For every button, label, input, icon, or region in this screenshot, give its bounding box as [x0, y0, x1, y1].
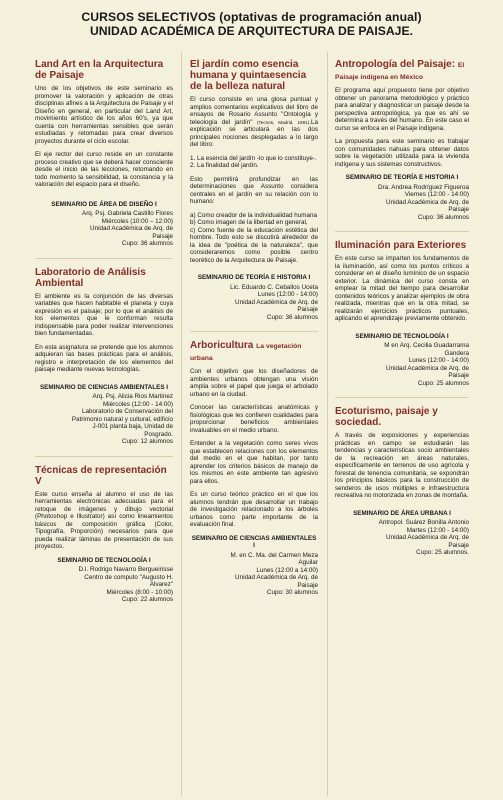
course-list	[190, 212, 318, 265]
course-description	[190, 96, 318, 149]
course-credits	[35, 384, 173, 446]
seminar-name: SEMINARIO DE CIENCIAS AMBIENTALES I	[191, 534, 317, 549]
course-title-text: Antropología del Paisaje:	[335, 59, 456, 70]
section-divider	[35, 258, 173, 259]
list-item: b) Como imagen de la libertad en general,	[190, 219, 308, 226]
section-divider	[335, 231, 469, 232]
course-description-text: .La explicación se articulará en las dos principales nociones desplegadas a lo largo del libro:	[190, 118, 319, 148]
capacity: Cupo: 25 alumnos	[417, 379, 469, 387]
course-subtitle: Paisaje indígena en México	[335, 74, 424, 81]
course-title: Iluminación para Exteriores	[335, 240, 467, 251]
seminar-name: SEMINARIO DE TECNOLOGÍA I	[355, 332, 449, 340]
schedule: Miércoles (10:00 – 12:00)	[101, 217, 173, 225]
capacity: Cupo: 22 alumnos	[121, 596, 173, 603]
location: Paisaje	[448, 372, 469, 379]
location: Paisaje	[297, 581, 318, 589]
capacity: Cupo: 36 alumnos	[417, 213, 469, 221]
schedule: Martes (12:00 - 14:00)	[406, 526, 469, 534]
location: Unidad Académica de Arq. de	[235, 298, 318, 306]
course-credits	[335, 333, 469, 388]
location: Patrimonio natural y cultural, edificio	[71, 415, 173, 423]
location: J-001 planta baja, Unidad de	[92, 423, 173, 430]
location: Paisaje	[152, 232, 173, 240]
course-description-text: El curso consiste en una glosa puntual y amplios comentarios explicativos del libro de ensayos de Rosario Assunto "Ontología y teleología del jardín"	[190, 96, 318, 126]
capacity: Cupo: 30 alumnos	[266, 589, 318, 596]
course-list	[190, 155, 318, 170]
column-divider	[181, 52, 182, 796]
teacher-name: Arq. Psj. Alicia Rios Martinez	[92, 393, 173, 400]
course-antropologia	[335, 59, 469, 221]
course-title: Laboratorio de Análisis Ambiental	[35, 266, 146, 289]
course-description: En este curso se imparten los fundamentos de la iluminación, así como los puntos críticos a considerar en el diseño lumínico de un espacio exterior. La dinámica del curso consta en emplear la mitad del tiempo para desarrollar contenidos teóricos y analizar ejemplos de obra realizada, mientras que en la otra mitad, se realizarán ejercicios prácticos puntuales, aplicando el aprendizaje previamente obtenido.	[335, 255, 469, 322]
course-description: Es un curso teórico práctico en el que los alumnos tendrán que desarrollar un trabajo de investigación relacionado a los árboles urbanos como parte importante de la evaluación final.	[190, 491, 318, 528]
course-lab-analisis	[35, 267, 173, 446]
seminar-name: SEMINARIO DE TEORÍA E HISTORIA I	[197, 274, 311, 281]
location: Laboratorio de Conservación del	[81, 408, 173, 415]
course-description: Este curso enseña al alumno el uso de las herramientas electrónicas adecuadas para el retoque de imágenes y dibujo vectorial (Photoshop e Illustrator) así como lineamientos básicos de composición gráfica (Color, Tipografía, Proporción) necesarios para que pueda realizar láminas de presentación de sus proyectos.	[35, 490, 173, 550]
location: Unidad Académica de Arq. de	[386, 198, 469, 206]
teacher-name: D.I. Rodrigo Navarro Bergueirisse	[78, 566, 173, 573]
schedule: Miércoles (12:00 - 14:00)	[103, 400, 173, 408]
course-credits	[190, 535, 318, 597]
course-description: Conocer las características anatómicas y fisiológicas que les confieren cualidades para proporcionar beneficios ambientales invaluables en el medio urbano.	[190, 404, 318, 434]
list-item: 2. La finalidad del jardín.	[190, 162, 259, 169]
teacher-name: Antropol. Suárez Bonilla Antonio	[378, 519, 469, 526]
capacity: Cupo: 36 alumnos	[121, 240, 173, 247]
course-description: El eje rector del curso reside en un constante proceso creativo que se deberá hacer consciente desde el inicio de las lecciones, retomando en todo momento la sensibilidad, la constancia y la valoración del espacio para el diseño.	[35, 151, 173, 188]
course-credits	[35, 557, 173, 604]
course-description: Uno de los objetivos de este seminario es promover la valoración y aplicación de otras disciplinas afines a la Arquitectura de Paisaje y el Diseño en general, en particular del Land Art, movimiento artístico de los años 60's, ya que cuenta con herramientas sensibles que serán estudiadas y retomadas para crear diversos proyectos durante el ciclo escolar.	[35, 85, 173, 145]
course-title	[335, 59, 469, 83]
location: Paisaje	[297, 306, 318, 313]
list-item: 1. La esencia del jardín -lo que lo constituye-.	[190, 154, 317, 162]
column-divider	[327, 52, 328, 796]
seminar-name: SEMINARIO DE ÁREA URBANA I	[353, 509, 451, 517]
course-tecnicas	[35, 465, 173, 604]
teacher-name: Lic. Eduardo C. Ceballos Uceta	[230, 283, 318, 291]
course-title: Técnicas de representación V	[35, 464, 167, 487]
course-title	[190, 340, 318, 364]
course-title-tail: El	[457, 62, 465, 69]
page-subtitle: UNIDAD ACADÉMICA DE ARQUITECTURA DE PAISAJE.	[90, 24, 413, 38]
teacher-name: M. en C. Ma. del Carmen Meza	[230, 551, 318, 559]
column-left	[35, 50, 173, 614]
course-credits	[190, 274, 318, 321]
teacher-name: Gandera	[444, 349, 469, 357]
schedule: Miércoles (8:00 - 10:00)	[106, 588, 173, 596]
teacher-name: Aguilar	[298, 559, 318, 566]
course-title: Land Art en la Arquitectura de Paisaje	[35, 59, 164, 81]
course-description: En esta asignatura se pretende que los alumnos adquieran las bases prácticas para el análisis, registro e interpretación de los elementos del paisaje mediante nuevas tecnologías.	[35, 343, 173, 373]
location: Unidad Académica de Arq. de	[90, 225, 173, 232]
course-iluminacion	[335, 240, 469, 387]
course-land-art	[35, 59, 173, 248]
location: Paisaje	[448, 206, 469, 213]
seminar-name: SEMINARIO DE TEORÍA E HISTORIA I	[345, 174, 459, 181]
column-middle	[190, 50, 318, 607]
column-right	[335, 50, 469, 567]
course-arboricultura	[190, 340, 318, 597]
schedule: Viernes (12:00 - 14:00)	[404, 191, 469, 198]
course-credits	[35, 201, 173, 248]
course-credits	[335, 174, 469, 221]
course-title-text: Arboricultura	[190, 340, 254, 351]
location: Unidad Académica de Arq. de	[386, 364, 469, 372]
course-ecoturismo	[335, 406, 469, 557]
seminar-name: SEMINARIO DE CIENCIAS AMBIENTALES I	[39, 383, 169, 391]
capacity: Cupo: 25 alumnos.	[416, 549, 469, 556]
teacher-name: Dra. Andrea Rodríguez Figueroa	[377, 183, 469, 191]
location: Posgrado.	[144, 430, 173, 438]
course-description: Esto permitirá profundizar en las determinaciones que Assunto considera centrales en el jardín en su relación con lo humano:	[190, 175, 318, 205]
location: Alvarez"	[149, 581, 173, 588]
page-title: CURSOS SELECTIVOS (optativas de programación anual)	[81, 10, 422, 24]
course-description: El programa aquí propuesto tiene por objetivo obtener un panorama metodológico y práctico para analizar y diagnosticar un paisaje desde la perspectiva antropológica, ya que es ahí se determina a través del humano. En este caso el curso se enfoca en el Paisaje indígena.	[335, 87, 469, 132]
teacher-name: Arq. Psj. Gabriela Castillo Flores	[82, 210, 173, 217]
course-description: Con el objetivo que los diseñadores de ambientes urbanos obtengan una visión amplia sobre el papel que juega el arbolado urbano en la ciudad.	[190, 368, 318, 398]
page-header	[0, 0, 503, 38]
seminar-name: SEMINARIO DE TECNOLOGÍA I	[57, 556, 151, 564]
location: Unidad Académica de Arq. de	[386, 534, 469, 541]
location: Unidad Académica de Arq. de	[235, 574, 318, 581]
course-description: La propuesta para este seminario es trabajar con comunidades nahuas para obtener datos sobre la vegetación utilizada para la vivienda indígena y sus sistemas constructivos.	[335, 138, 469, 168]
section-divider	[335, 397, 469, 398]
course-title: Ecoturismo, paisaje y sociedad.	[335, 406, 438, 428]
list-item: a) Como creador de la individualidad humana	[190, 211, 318, 219]
schedule: Lunes (12:00 - 14:00)	[408, 357, 469, 364]
location: Paisaje	[448, 541, 469, 549]
location: Centro de computo "Augusto H.	[84, 573, 173, 581]
section-divider	[190, 331, 318, 332]
capacity: Cupo: 12 alumnos	[121, 438, 173, 445]
course-credits	[335, 510, 469, 557]
course-subtitle: La vegetación urbana	[190, 343, 302, 362]
course-description: El ambiente es la conjunción de las diversas variables que hacen habitable el planeta y cuya expresión es el paisaje; por lo que el análisis de los elementos que le conforman resulta indispensable para poder realizar intervenciones bien fundamentadas.	[35, 292, 173, 337]
course-description: Entender a la vegetación como seres vivos que establecen relaciones con los elementos del medio en el que habitan, por tanto aprender los criterios básicos de manejo de los mismos en este ambiente tan agresivo para ellos.	[190, 440, 318, 485]
section-divider	[35, 456, 173, 457]
schedule: Lunes (12:00 a 14:00)	[256, 566, 318, 574]
list-item: c) Como fuente de la educación estética del hombre. Todo esto se discutirá alrededor de la idea de "poética de la naturaleza", que consideraremos como posible centro teorético de la Arquitectura de Paisaje.	[190, 226, 318, 264]
course-description: A través de exposiciones y experiencias prácticas en campo se estudiarán las tendencias y características socio ambientales de la recreación en áreas naturales, específicamente en terrenos de uso agrícola y forestal de tenencia comunitaria, se expondrán los principios básicos para la construcción de senderos de usos múltiples e infraestructura recreativa no motorizada en zonas de montaña.	[335, 432, 469, 499]
book-reference: (Tecnos, Madrid, 1991)	[256, 119, 310, 125]
schedule: Lunes (12:00 - 14:00)	[257, 291, 318, 298]
teacher-name: M en Arq. Cecilia Guadarrama	[384, 342, 469, 349]
course-title: El jardín como esencia humana y quintaesencia de la belleza natural	[190, 59, 307, 92]
capacity: Cupo: 36 alumnos	[266, 313, 318, 321]
seminar-name: SEMINARIO DE ÁREA DE DISEÑO I	[51, 200, 157, 208]
course-jardin	[190, 59, 318, 321]
